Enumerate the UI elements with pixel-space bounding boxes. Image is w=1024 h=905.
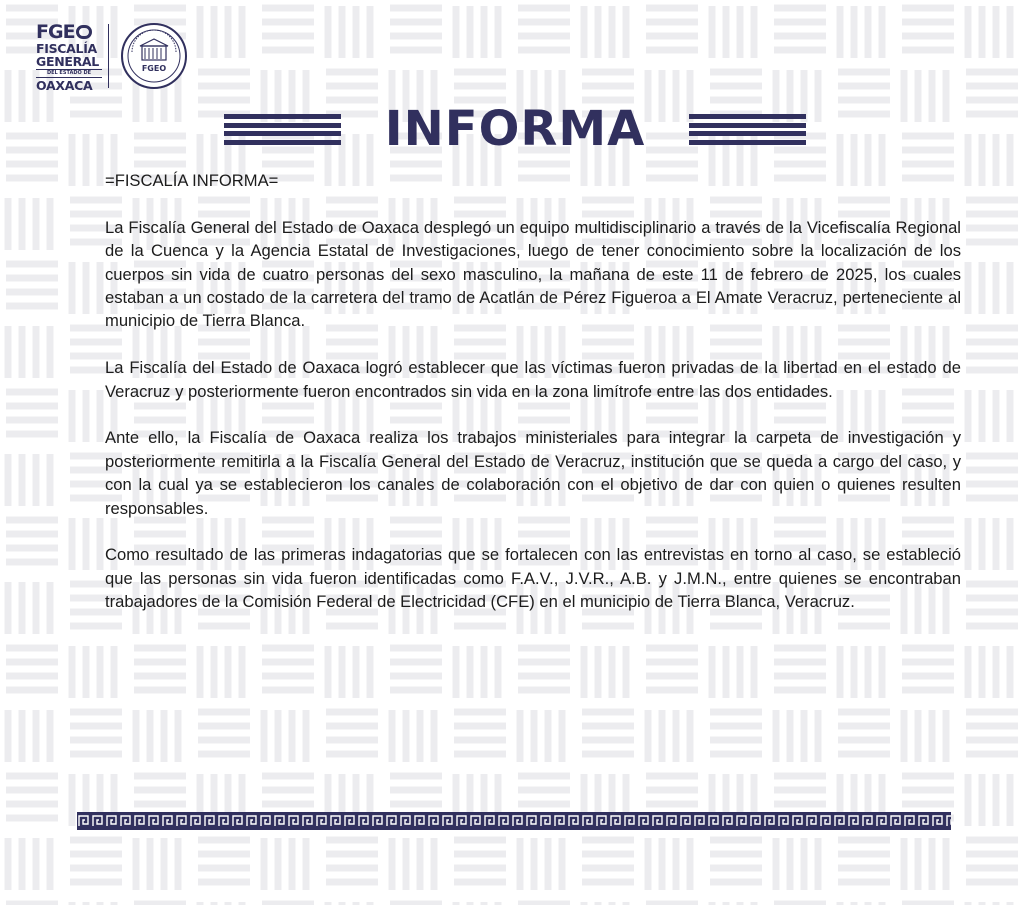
paragraph-1: La Fiscalía General del Estado de Oaxaca desplegó un equipo multidisciplinario a través de la Vicefiscalía Regional de la Cuenca y la Agencia Estatal de Investigaciones, luego de tener conocimiento sobre la localización de los cuerpos sin vida de cuatro personas del sexo masculino, la mañana de este 11 de febrero de 2025, los cuales estaban a un costado de la carretera del tramo de Acatlán de Pérez Figueroa a El Amate Veracruz, perteneciente al municipio de Tierra Blanca. bbox=[105, 217, 961, 331]
logo-line-fiscalia: FISCALÍA bbox=[36, 41, 97, 56]
logo-line-del-estado: DEL ESTADO DE bbox=[36, 69, 102, 78]
fgeo-logo bbox=[36, 22, 102, 92]
greca-border bbox=[77, 812, 951, 830]
seal-icon bbox=[120, 22, 188, 90]
paragraph-2: La Fiscalía del Estado de Oaxaca logró establecer que las víctimas fueron privadas de la libertad en el estado de Veracruz y posteriormente fueron encontrados sin vida en la zona limítrofe entre las dos entidades. bbox=[105, 358, 961, 401]
paragraph-3: Ante ello, la Fiscalía de Oaxaca realiza los trabajos ministeriales para integrar la carpeta de investigación y posteriormente remitirla a la Fiscalía General del Estado de Veracruz, institución que se queda a cargo del caso, y con la cual ya se establecieron los canales de colaboración con el objetivo de dar con quien o quienes resulten responsables. bbox=[105, 428, 961, 518]
logo-line-oaxaca: OAXACA bbox=[36, 78, 93, 93]
page-title: INFORMA bbox=[384, 101, 646, 157]
press-release-body bbox=[105, 169, 961, 637]
title-lines-left bbox=[224, 114, 341, 144]
title-lines-right bbox=[689, 114, 806, 144]
seal-text: FGEO bbox=[141, 64, 167, 73]
body-heading: =FISCALÍA INFORMA= bbox=[105, 171, 279, 190]
logo-divider bbox=[108, 24, 109, 88]
paragraph-4: Como resultado de las primeras indagatorias que se fortalecen con las entrevistas en torno al caso, se estableció que las personas sin vida fueron identificadas como F.A.V., J.V.R., A.B. y J.M.N., entre quienes se encontraban trabajadores de la Comisión Federal de Electricidad (CFE) en el municipio de Tierra Blanca, Veracruz. bbox=[105, 545, 961, 612]
logo-brand: FGE bbox=[36, 22, 102, 42]
logo-line-general: GENERAL bbox=[36, 54, 99, 69]
title-banner bbox=[224, 103, 806, 155]
